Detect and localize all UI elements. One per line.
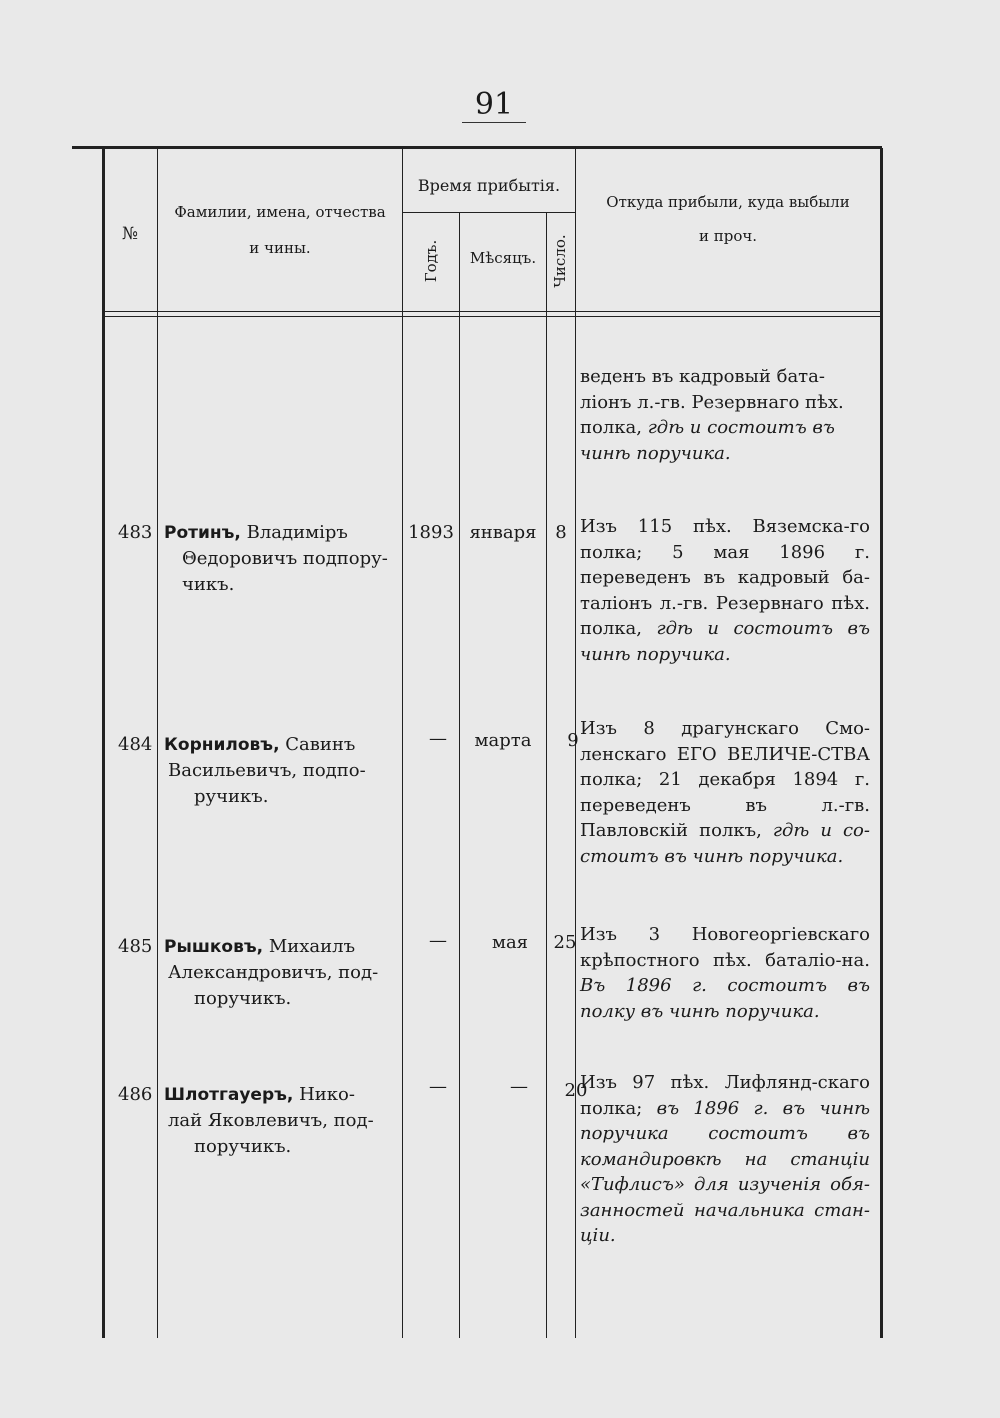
entry-name-line1 bbox=[164, 732, 400, 758]
entry-name-line2: Александровичъ, под- bbox=[168, 962, 379, 983]
header-name bbox=[160, 200, 400, 260]
entry-given-name: Михаилъ bbox=[263, 936, 356, 957]
entry-number: 485 bbox=[118, 936, 153, 957]
entry-origin-plain: Изъ 3 Новогеоргіевскаго крѣпостного пѣх. баталіо-на. bbox=[580, 924, 870, 971]
header-bottom-rule bbox=[102, 311, 882, 312]
entry-name bbox=[164, 1082, 400, 1160]
col-divider-month bbox=[546, 212, 547, 1338]
table-top-rule bbox=[72, 146, 882, 149]
header-month: Мѣсяцъ. bbox=[469, 249, 537, 267]
entry-year: 1893 bbox=[408, 522, 454, 543]
entry-month: — bbox=[510, 1076, 528, 1097]
header-year: Годъ. bbox=[422, 239, 440, 283]
entry-month: марта bbox=[474, 730, 532, 751]
entry-name bbox=[164, 934, 400, 1012]
entry-name-line2: Васильевичъ, подпо- bbox=[168, 760, 366, 781]
entry-given-name: Савинъ bbox=[279, 734, 356, 755]
entry-origin-italic: гдѣ и со-стоитъ въ чинѣ поручика. bbox=[580, 820, 870, 867]
entry-given-name: Нико- bbox=[293, 1084, 355, 1105]
header-bottom-rule-2 bbox=[102, 316, 882, 317]
col-divider-year bbox=[459, 212, 460, 1338]
entry-origin-italic: гдѣ и состоитъ въ чинѣ поручика. bbox=[580, 618, 870, 665]
entry-name-line3: ручикъ. bbox=[194, 786, 269, 807]
entry-name-line3: поручикъ. bbox=[194, 1136, 292, 1157]
entry-day: 25 bbox=[553, 932, 577, 953]
header-origin-line2: и проч. bbox=[698, 227, 758, 245]
table-right-border bbox=[880, 148, 883, 1338]
continuation-plain: полка, bbox=[580, 417, 648, 438]
entry-origin bbox=[580, 922, 870, 1024]
continuation-text bbox=[580, 364, 870, 466]
continuation-line: чинѣ поручика. bbox=[580, 442, 731, 464]
entry-day: 20 bbox=[564, 1080, 588, 1101]
continuation-line: веденъ въ кадровый бата- bbox=[580, 366, 825, 387]
entry-year: — bbox=[429, 728, 447, 749]
entry-name-line3: поручикъ. bbox=[194, 988, 292, 1009]
entry-origin-italic: въ 1896 г. въ чинѣ поручика состоитъ въ командировкѣ на станціи «Тифлисъ» для изученія обя-занностей начальника стан-ціи. bbox=[580, 1097, 870, 1246]
header-no: № bbox=[121, 224, 139, 244]
entry-name-line2: Θедоровичъ подпору- bbox=[182, 548, 388, 569]
header-name-line1: Фамилии, имена, отчества bbox=[174, 203, 386, 221]
entry-day: 8 bbox=[555, 522, 567, 543]
entry-name bbox=[164, 520, 400, 598]
entry-name-line1 bbox=[164, 934, 400, 960]
entry-surname: Корниловъ, bbox=[164, 735, 280, 755]
entry-origin bbox=[580, 1070, 870, 1249]
entry-number: 484 bbox=[118, 734, 153, 755]
entry-surname: Шлотгауеръ, bbox=[164, 1085, 294, 1105]
continuation-line bbox=[580, 415, 870, 441]
page-number: 91 bbox=[462, 88, 526, 123]
entry-origin bbox=[580, 716, 870, 869]
entry-name-line3: чикъ. bbox=[182, 574, 235, 595]
header-day: Число. bbox=[551, 234, 569, 288]
header-origin-line1: Откуда прибыли, куда выбыли bbox=[606, 193, 850, 211]
entry-name-line1 bbox=[164, 520, 400, 546]
entry-origin-plain: Изъ 97 пѣх. Лифлянд-скаго полка; bbox=[580, 1072, 870, 1119]
header-name-line2: и чины. bbox=[249, 239, 311, 257]
entry-origin-plain: Изъ 115 пѣх. Вяземска-го полка; 5 мая 1896 г. переведенъ въ кадровый ба-таліонъ л.-гв. Резервнаго пѣх. полка, bbox=[580, 516, 870, 639]
entry-year: — bbox=[429, 930, 447, 951]
entry-name-line2: лай Яковлевичъ, под- bbox=[168, 1110, 374, 1131]
entry-name-line1 bbox=[164, 1082, 400, 1108]
entry-origin-italic: Въ 1896 г. состоитъ въ полку въ чинѣ поручика. bbox=[580, 975, 870, 1022]
arrival-time-rule bbox=[402, 212, 575, 213]
table-left-border bbox=[102, 148, 105, 1338]
entry-number: 483 bbox=[118, 522, 153, 543]
entry-surname: Рышковъ, bbox=[164, 937, 264, 957]
entry-month: мая bbox=[491, 932, 529, 953]
entry-month: января bbox=[469, 522, 537, 543]
entry-name bbox=[164, 732, 400, 810]
entry-surname: Ротинъ, bbox=[164, 523, 241, 543]
entry-given-name: Владиміръ bbox=[240, 522, 348, 543]
continuation-line: ліонъ л.-гв. Резервнаго пѣх. bbox=[580, 391, 844, 413]
header-origin bbox=[578, 190, 878, 248]
col-divider-no bbox=[157, 148, 158, 1338]
entry-origin-plain: Изъ 8 драгунскаго Смо-ленскаго ЕГО ВЕЛИЧЕ-СТВА полка; 21 декабря 1894 г. переведенъ въ л.-гв. Павловскій полкъ, bbox=[580, 718, 870, 841]
continuation-italic: гдѣ и состоитъ въ bbox=[647, 417, 835, 438]
entry-day: 9 bbox=[567, 730, 579, 751]
entry-year: — bbox=[429, 1076, 447, 1097]
entry-number: 486 bbox=[118, 1084, 153, 1105]
header-arrival-time: Время прибытія. bbox=[417, 176, 561, 195]
entry-origin bbox=[580, 514, 870, 667]
